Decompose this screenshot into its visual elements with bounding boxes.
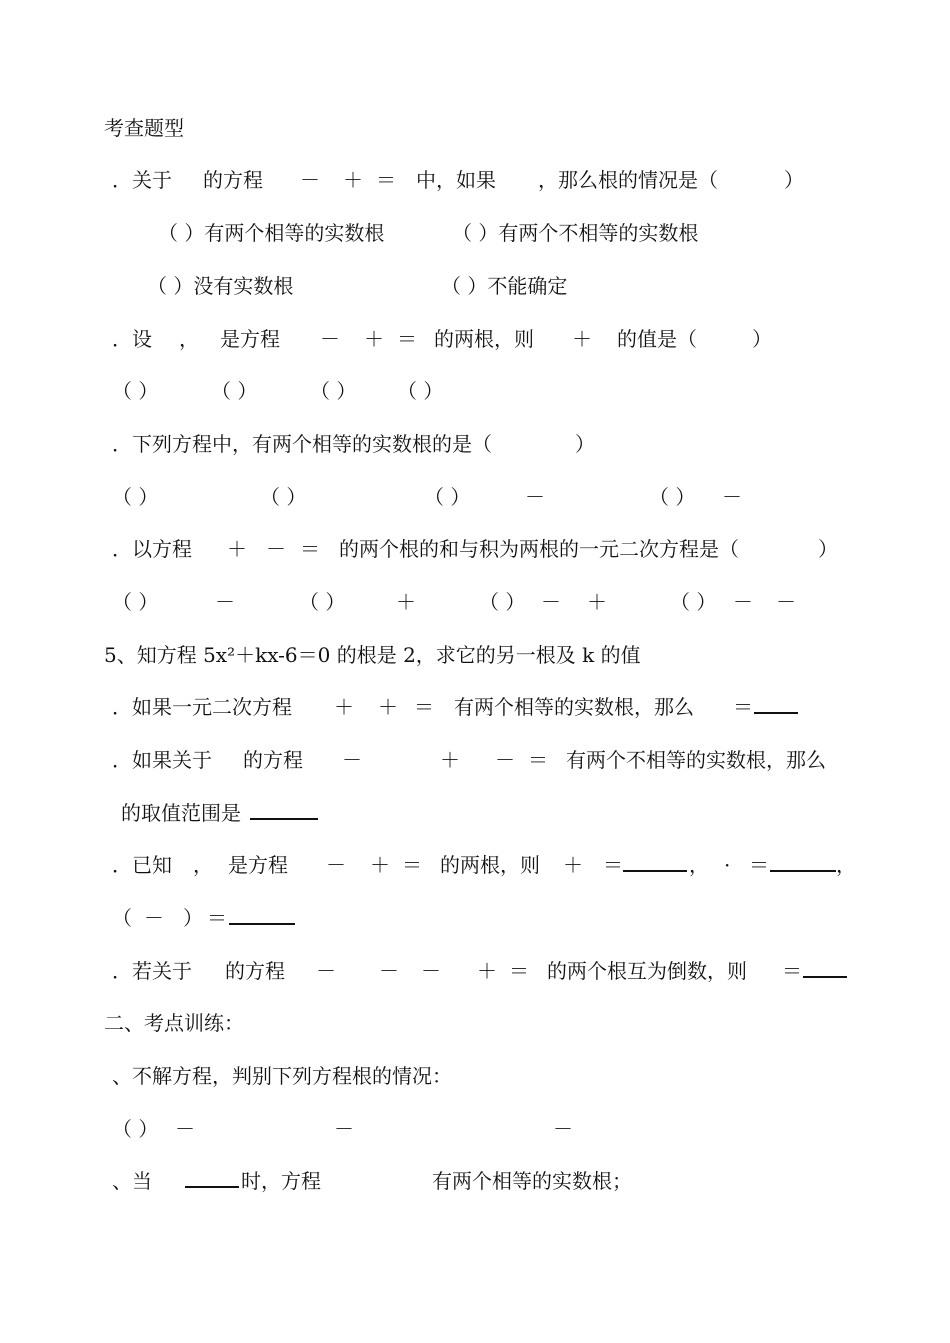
training-1-items bbox=[0, 1112, 950, 1146]
question-8-cont bbox=[0, 901, 950, 935]
section-2-heading bbox=[0, 1006, 950, 1040]
q3-text: ） bbox=[575, 432, 595, 456]
question-7 bbox=[0, 743, 950, 777]
q8-text: ．已知 bbox=[112, 853, 172, 877]
q2-text: ） bbox=[752, 327, 772, 351]
section-title: 二、考点训练： bbox=[104, 1011, 244, 1035]
q9-text: 的方程 bbox=[225, 959, 285, 983]
q4-symbol: － bbox=[215, 590, 235, 614]
q1-text: ，那么根的情况是（ bbox=[538, 168, 718, 192]
q2-text: ．设 bbox=[112, 327, 152, 351]
q8-text: ＋ bbox=[563, 853, 583, 877]
q4-text: ） bbox=[818, 537, 838, 561]
q4-text: ＋ bbox=[227, 537, 247, 561]
q1-option-b: （ ）有两个不相等的实数根 bbox=[452, 221, 699, 245]
answer-blank[interactable] bbox=[754, 690, 798, 724]
q4-symbol: ＋ bbox=[396, 590, 416, 614]
q8-text: （ bbox=[112, 906, 132, 930]
answer-blank[interactable] bbox=[803, 954, 847, 988]
q2-text: ＋ bbox=[364, 327, 384, 351]
training-2 bbox=[0, 1164, 950, 1198]
q2-text: 的两根，则 bbox=[434, 327, 534, 351]
q6-text: 有两个相等的实数根，那么 bbox=[454, 695, 694, 719]
training-1-item: （ ） bbox=[112, 1117, 159, 1141]
q4-text: － bbox=[266, 537, 286, 561]
q3-text: ．下列方程中，有两个相等的实数根的是（ bbox=[112, 432, 492, 456]
question-9 bbox=[0, 954, 950, 988]
page-heading: 考查题型 bbox=[104, 116, 184, 140]
q9-text: － bbox=[421, 959, 441, 983]
q8-text: 的两根，则 bbox=[440, 853, 540, 877]
q1-text: 中，如果 bbox=[416, 168, 496, 192]
q2-option: （ ） bbox=[397, 379, 444, 403]
q9-text: 的两个根互为倒数，则 bbox=[547, 959, 747, 983]
answer-blank[interactable] bbox=[623, 848, 687, 882]
q1-text: ） bbox=[784, 168, 804, 192]
q3-symbol: － bbox=[722, 485, 742, 509]
q4-text: 的两个根的和与积为两根的一元二次方程是（ bbox=[339, 537, 739, 561]
q6-text: ＋ bbox=[334, 695, 354, 719]
training-1 bbox=[0, 1059, 950, 1093]
q9-text: ＝ bbox=[509, 959, 529, 983]
question-1 bbox=[0, 163, 950, 197]
q8-text: ， bbox=[689, 853, 709, 877]
q1-option-a: （ ）有两个相等的实数根 bbox=[158, 221, 385, 245]
q2-option: （ ） bbox=[112, 379, 159, 403]
q2-option: （ ） bbox=[211, 379, 258, 403]
q5-text: 5、知方程 5x²＋kx-6＝0 的根是 2，求它的另一根及 k 的值 bbox=[104, 643, 641, 667]
q4-text: ＝ bbox=[300, 537, 320, 561]
q6-text: ．如果一元二次方程 bbox=[112, 695, 292, 719]
training-1-text: 、不解方程，判别下列方程根的情况： bbox=[112, 1064, 452, 1088]
q6-text: ＋ bbox=[378, 695, 398, 719]
q9-text: ＋ bbox=[477, 959, 497, 983]
q8-text: ＝ bbox=[603, 853, 623, 877]
q8-text: － bbox=[326, 853, 346, 877]
heading-line bbox=[0, 111, 950, 145]
q2-option: （ ） bbox=[310, 379, 357, 403]
training-1-symbol: － bbox=[334, 1117, 354, 1141]
q9-text: ＝ bbox=[782, 959, 802, 983]
answer-blank[interactable] bbox=[250, 796, 318, 830]
q2-text: ， bbox=[179, 327, 199, 351]
q8-text: ＝ bbox=[749, 853, 769, 877]
q8-text: 是方程 bbox=[228, 853, 288, 877]
training-2-text: 时，方程 bbox=[241, 1169, 321, 1193]
q9-text: ．若关于 bbox=[112, 959, 192, 983]
q1-text: － bbox=[300, 168, 320, 192]
q7-text: 的方程 bbox=[243, 748, 303, 772]
training-1-symbol: － bbox=[175, 1117, 195, 1141]
q7-text: ＋ bbox=[440, 748, 460, 772]
question-3 bbox=[0, 427, 950, 461]
q8-text: － bbox=[144, 906, 164, 930]
q4-option: （ ） bbox=[479, 590, 526, 614]
q2-text: ＝ bbox=[397, 327, 417, 351]
q4-text: ．以方程 bbox=[112, 537, 192, 561]
q2-text: 的值是（ bbox=[617, 327, 697, 351]
question-5 bbox=[0, 638, 950, 672]
q6-text: ＝ bbox=[414, 695, 434, 719]
q7-text: － bbox=[495, 748, 515, 772]
q9-text: － bbox=[379, 959, 399, 983]
q7-text: 有两个不相等的实数根，那么 bbox=[566, 748, 826, 772]
q4-symbol: － bbox=[541, 590, 561, 614]
q1-options-ab bbox=[0, 216, 950, 250]
q7-text: ＝ bbox=[528, 748, 548, 772]
q7-text: ．如果关于 bbox=[112, 748, 212, 772]
q9-text: － bbox=[316, 959, 336, 983]
q3-option: （ ） bbox=[424, 485, 471, 509]
q1-text: 的方程 bbox=[203, 168, 263, 192]
q4-symbol: ＋ bbox=[587, 590, 607, 614]
question-6 bbox=[0, 690, 950, 724]
q2-text: 是方程 bbox=[220, 327, 280, 351]
q3-option: （ ） bbox=[649, 485, 696, 509]
q1-options-cd bbox=[0, 269, 950, 303]
q4-option: （ ） bbox=[299, 590, 346, 614]
q1-option-d: （ ）不能确定 bbox=[441, 274, 568, 298]
q4-symbol: － bbox=[776, 590, 796, 614]
q7-text: 的取值范围是 bbox=[121, 801, 241, 825]
q8-text: ＋ bbox=[370, 853, 390, 877]
q4-option: （ ） bbox=[112, 590, 159, 614]
q6-text: ＝ bbox=[733, 695, 753, 719]
q8-text: ＝ bbox=[402, 853, 422, 877]
training-1-symbol: － bbox=[553, 1117, 573, 1141]
q1-option-c: （ ）没有实数根 bbox=[147, 274, 294, 298]
q4-symbol: － bbox=[733, 590, 753, 614]
question-2 bbox=[0, 322, 950, 356]
answer-blank[interactable] bbox=[185, 1164, 239, 1198]
question-8 bbox=[0, 848, 950, 882]
q3-options bbox=[0, 480, 950, 514]
q2-text: ＋ bbox=[572, 327, 592, 351]
q3-option: （ ） bbox=[112, 485, 159, 509]
question-7-cont bbox=[0, 796, 950, 830]
q1-text: ．关于 bbox=[112, 168, 172, 192]
training-2-text: 、当 bbox=[112, 1169, 152, 1193]
q8-text: · bbox=[724, 853, 731, 877]
answer-blank[interactable] bbox=[770, 848, 836, 882]
q3-symbol: － bbox=[525, 485, 545, 509]
q8-text: ， bbox=[836, 853, 856, 877]
question-4 bbox=[0, 532, 950, 566]
training-2-text: 有两个相等的实数根； bbox=[432, 1169, 632, 1193]
q3-option: （ ） bbox=[260, 485, 307, 509]
q4-option: （ ） bbox=[670, 590, 717, 614]
q2-options bbox=[0, 374, 950, 408]
q1-text: ＋ bbox=[343, 168, 363, 192]
q8-text: ＝ bbox=[207, 906, 227, 930]
q8-text: ） bbox=[183, 906, 203, 930]
q4-options bbox=[0, 585, 950, 619]
answer-blank[interactable] bbox=[229, 901, 295, 935]
q7-text: － bbox=[342, 748, 362, 772]
q1-text: ＝ bbox=[376, 168, 396, 192]
q2-text: － bbox=[320, 327, 340, 351]
q8-text: ， bbox=[193, 853, 213, 877]
